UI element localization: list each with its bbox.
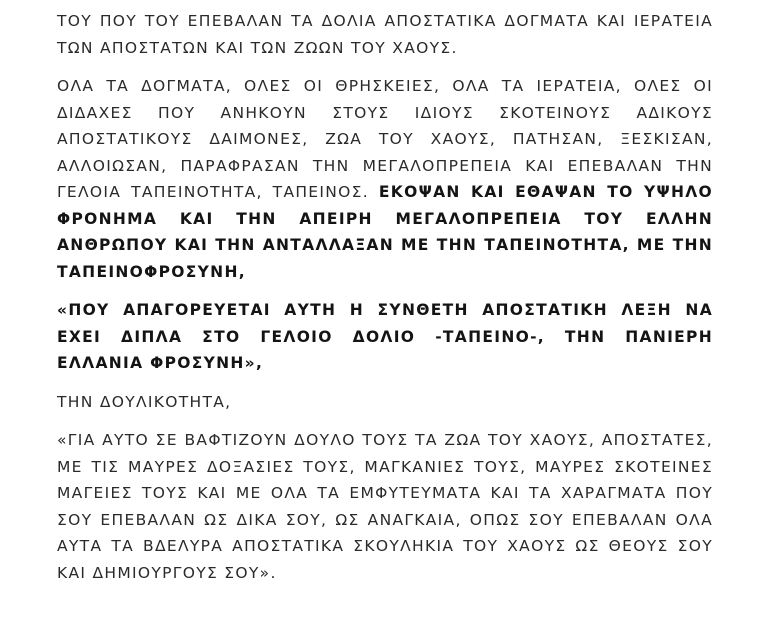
paragraph-5-text: «ΓΙΑ ΑΥΤΟ ΣΕ ΒΑΦΤΙΖΟΥΝ ΔΟΥΛΟ ΤΟΥΣ ΤΑ ΖΩΑ ΤΟΥ ΧΑΟΥΣ, ΑΠΟΣΤΑΤΕΣ, ΜΕ ΤΙΣ ΜΑΥΡΕΣ ΔΟΞΑΣΙΕΣ ΤΟΥΣ, ΜΑΓΚΑΝΙΕΣ ΤΟΥΣ, ΜΑΥΡΕΣ ΣΚΟΤΕΙΝΕΣ ΜΑΓΕΙΕΣ ΤΟΥΣ ΚΑΙ ΜΕ ΟΛΑ ΤΑ ΕΜΦΥΤΕΥΜΑΤΑ ΚΑΙ ΤΑ ΧΑΡΑΓΜΑΤΑ ΠΟΥ ΣΟΥ ΕΠΕΒΑΛΑΝ ΩΣ ΔΙΚΑ ΣΟΥ, ΩΣ ΑΝΑΓΚΑΙΑ, ΟΠΩΣ ΣΟΥ ΕΠΕΒΑΛΑΝ ΟΛΑ ΑΥΤΑ ΤΑ ΒΔΕΛΥΡΑ ΑΠΟΣΤΑΤΙΚΑ ΣΚΟΥΛΗΚΙΑ ΤΟΥ ΧΑΟΥΣ ΩΣ ΘΕΟΥΣ ΣΟΥ ΚΑΙ ΔΗΜΙΟΥΡΓΟΥΣ ΣΟΥ».: [57, 431, 713, 582]
paragraph-2: [57, 73, 713, 285]
paragraph-3: [57, 297, 713, 377]
paragraph-1: [57, 8, 713, 61]
paragraph-2-text: ΟΛΑ ΤΑ ΔΟΓΜΑΤΑ, ΟΛΕΣ ΟΙ ΘΡΗΣΚΕΙΕΣ, ΟΛΑ ΤΑ ΙΕΡΑΤΕΙΑ, ΟΛΕΣ ΟΙ ΔΙΔΑΧΕΣ ΠΟΥ ΑΝΗΚΟΥΝ ΣΤΟΥΣ ΙΔΙΟΥΣ ΣΚΟΤΕΙΝΟΥΣ ΑΔΙΚΟΥΣ ΑΠΟΣΤΑΤΙΚΟΥΣ ΔΑΙΜΟΝΕΣ, ΖΩΑ ΤΟΥ ΧΑΟΥΣ, ΠΑΤΗΣΑΝ, ΞΕΣΚΙΣΑΝ, ΑΛΛΟΙΩΣΑΝ, ΠΑΡΑΦΡΑΣΑΝ ΤΗΝ ΜΕΓΑΛΟΠΡΕΠΕΙΑ ΚΑΙ ΕΠΕΒΑΛΑΝ ΤΗΝ ΓΕΛΟΙΑ ΤΑΠΕΙΝΟΤΗΤΑ, ΤΑΠΕΙΝΟΣ.: [57, 77, 713, 201]
document-body: [57, 8, 713, 598]
paragraph-3-bold-text: «ΠΟΥ ΑΠΑΓΟΡΕΥΕΤΑΙ ΑΥΤΗ Η ΣΥΝΘΕΤΗ ΑΠΟΣΤΑΤΙΚΗ ΛΕΞΗ ΝΑ ΕΧΕΙ ΔΙΠΛΑ ΣΤΟ ΓΕΛΟΙΟ ΔΟΛΙΟ -ΤΑΠΕΙΝΟ-, ΤΗΝ ΠΑΝΙΕΡΗ ΕΛΛΑΝΙΑ ΦΡΟΣΥΝΗ»,: [57, 301, 713, 372]
paragraph-4: [57, 389, 713, 416]
paragraph-1-text: ΤΟΥ ΠΟΥ ΤΟΥ ΕΠΕΒΑΛΑΝ ΤΑ ΔΟΛΙΑ ΑΠΟΣΤΑΤΙΚΑ ΔΟΓΜΑΤΑ ΚΑΙ ΙΕΡΑΤΕΙΑ ΤΩΝ ΑΠΟΣΤΑΤΩΝ ΚΑΙ ΤΩΝ ΖΩΩΝ ΤΟΥ ΧΑΟΥΣ.: [57, 12, 713, 57]
paragraph-2-bold-text: ΕΚΟΨΑΝ ΚΑΙ ΕΘΑΨΑΝ ΤΟ ΥΨΗΛΟ ΦΡΟΝΗΜΑ ΚΑΙ ΤΗΝ ΑΠΕΙΡΗ ΜΕΓΑΛΟΠΡΕΠΕΙΑ ΤΟΥ ΕΛΛΗΝ ΑΝΘΡΩΠΟΥ ΚΑΙ ΤΗΝ ΑΝΤΑΛΛΑΞΑΝ ΜΕ ΤΗΝ ΤΑΠΕΙΝΟΤΗΤΑ, ΜΕ ΤΗΝ ΤΑΠΕΙΝΟΦΡΟΣΥΝΗ,: [57, 183, 713, 281]
paragraph-4-text: ΤΗΝ ΔΟΥΛΙΚΟΤΗΤΑ,: [57, 392, 232, 411]
paragraph-5: [57, 427, 713, 586]
